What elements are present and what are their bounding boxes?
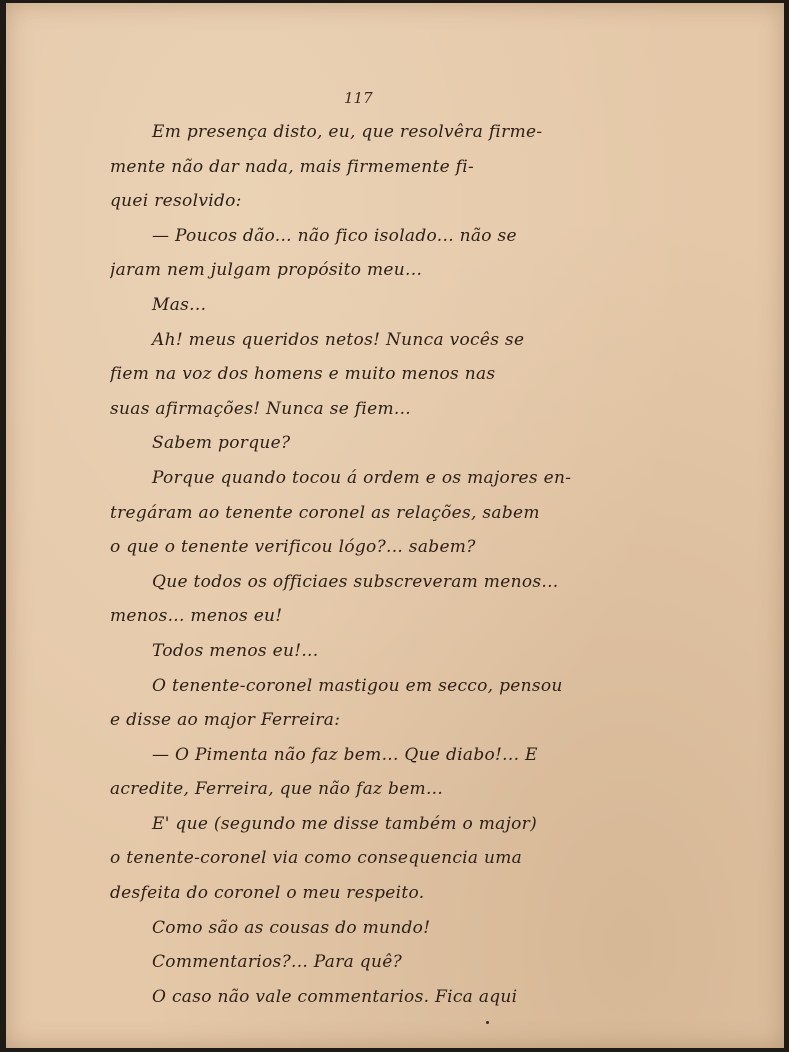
manuscript-line: o que o tenente verificou lógo?... sabem? <box>110 537 476 558</box>
manuscript-line: jaram nem julgam propósito meu... <box>110 260 423 281</box>
manuscript-line: menos... menos eu! <box>110 606 283 627</box>
manuscript-line: suas afirmações! Nunca se fiem... <box>110 398 411 419</box>
manuscript-line: — Poucos dão... não fico isolado... não se <box>152 225 517 246</box>
manuscript-line: tregáram ao tenente coronel as relações, sabem <box>110 502 540 523</box>
manuscript-line: mente não dar nada, mais firmemente fi- <box>110 156 475 177</box>
manuscript-line: — O Pimenta não faz bem... Que diabo!... E <box>152 744 538 765</box>
manuscript-line: e disse ao major Ferreira: <box>110 710 341 731</box>
manuscript-line: fiem na voz dos homens e muito menos nas <box>110 364 496 385</box>
manuscript-line: Ah! meus queridos netos! Nunca vocês se <box>152 329 525 350</box>
manuscript-line: Como são as cousas do mundo! <box>152 917 431 938</box>
manuscript-line: O caso não vale commentarios. Fica aqui <box>152 986 518 1007</box>
manuscript-line: Em presença disto, eu, que resolvêra firme- <box>152 122 543 142</box>
manuscript-line: Sabem porque? <box>152 433 291 454</box>
manuscript-line: desfeita do coronel o meu respeito. <box>110 883 425 904</box>
page-number: 117 <box>344 89 373 107</box>
manuscript-line: Commentarios?... Para quê? <box>152 952 402 973</box>
manuscript-page <box>6 3 784 1048</box>
manuscript-line: E' que (segundo me disse também o major) <box>152 813 538 834</box>
manuscript-line: quei resolvido: <box>110 191 242 212</box>
manuscript-line: Que todos os officiaes subscreveram menos... <box>152 571 559 592</box>
manuscript-line: o tenente-coronel via como consequencia uma <box>110 848 523 869</box>
manuscript-line: Mas... <box>152 294 207 315</box>
ink-speck <box>486 1021 489 1024</box>
manuscript-line: O tenente-coronel mastigou em secco, pensou <box>152 675 563 696</box>
manuscript-text <box>110 115 610 1014</box>
manuscript-line: Porque quando tocou á ordem e os majores en- <box>152 467 572 488</box>
manuscript-line: acredite, Ferreira, que não faz bem... <box>110 779 444 800</box>
manuscript-line: Todos menos eu!... <box>152 640 319 661</box>
